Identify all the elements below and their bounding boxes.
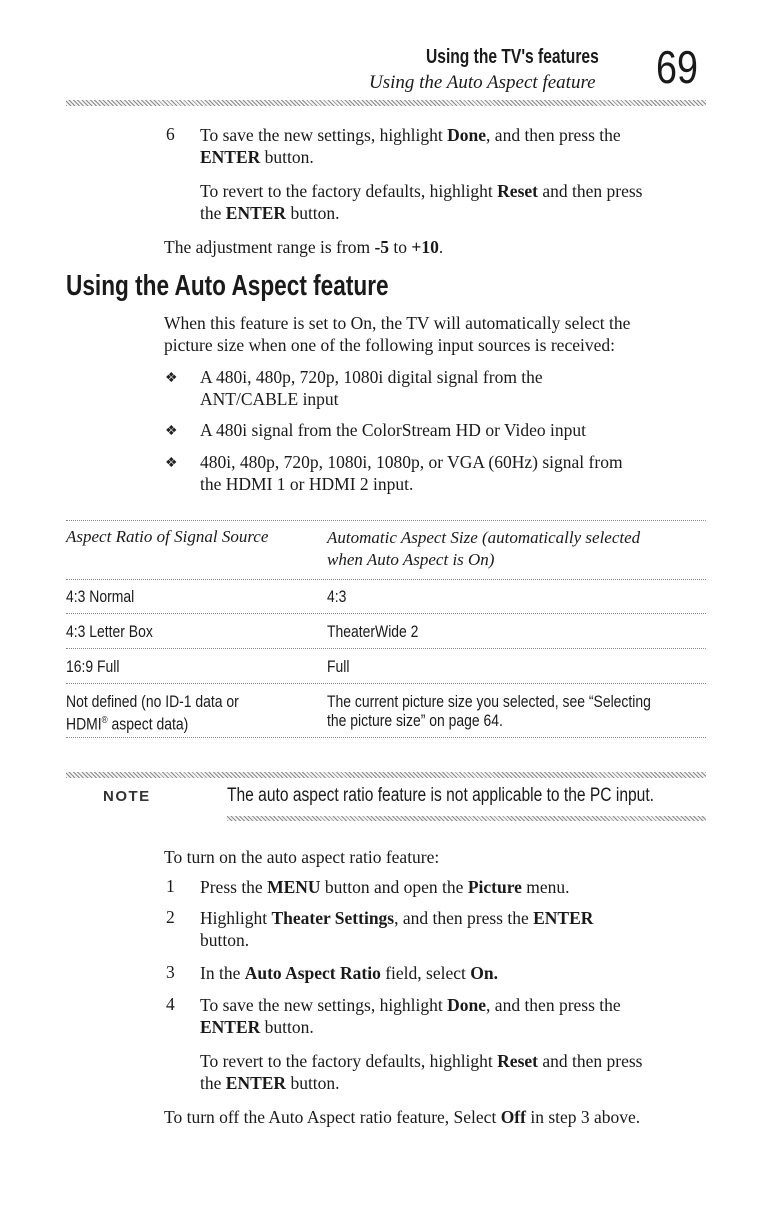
bullet-icon: ❖ [165, 371, 178, 386]
table-row-rule [66, 648, 706, 649]
revert-text: To revert to the factory defaults, highlight Reset and then press the ENTER button. [200, 181, 643, 223]
table-header-size: Automatic Aspect Size (automatically selected when Auto Aspect is On) [327, 528, 641, 569]
step-2-text: Highlight Theater Settings, and then press the ENTER button. [200, 908, 594, 950]
list-item: A 480i signal from the ColorStream HD or Video input [200, 420, 587, 440]
step-6-text: To save the new settings, highlight Done, and then press the ENTER button. [200, 125, 621, 167]
step-number: 3 [166, 962, 175, 982]
note-top-divider [66, 772, 706, 778]
table-row-rule [66, 683, 706, 684]
list-item: 480i, 480p, 720p, 1080i, 1080p, or VGA (60Hz) signal from the HDMI 1 or HDMI 2 input. [200, 452, 623, 494]
bullet-icon: ❖ [165, 456, 178, 471]
instructions-intro: To turn on the auto aspect ratio feature: [164, 847, 440, 867]
running-header-section: Using the TV's features [426, 46, 599, 68]
table-row-rule [66, 613, 706, 614]
header-divider [66, 100, 706, 106]
step-number: 6 [166, 124, 175, 144]
list-item: A 480i, 480p, 720p, 1080i digital signal from the ANT/CABLE input [200, 367, 543, 409]
table-cell-size: TheaterWide 2 [327, 622, 419, 641]
table-cell-size: The current picture size you selected, see “Selecting the picture size” on page 64. [327, 692, 651, 730]
step-3-text: In the Auto Aspect Ratio field, select On. [200, 963, 498, 983]
table-cell-size: Full [327, 657, 350, 676]
running-header-subsection: Using the Auto Aspect feature [369, 72, 596, 93]
adjustment-range: The adjustment range is from -5 to +10. [164, 237, 444, 257]
note-bottom-divider [227, 816, 706, 821]
page-number: 69 [656, 41, 698, 93]
step-number: 2 [166, 907, 175, 927]
table-cell-source: 4:3 Letter Box [66, 622, 153, 641]
table-cell-size: 4:3 [327, 587, 347, 606]
step-number: 1 [166, 876, 175, 896]
step-4-text: To save the new settings, highlight Done, and then press the ENTER button. [200, 995, 621, 1037]
step-number: 4 [166, 994, 175, 1014]
table-cell-source: 4:3 Normal [66, 587, 135, 606]
bullet-icon: ❖ [165, 424, 178, 439]
section-title: Using the Auto Aspect feature [66, 270, 389, 302]
revert-text: To revert to the factory defaults, highlight Reset and then press the ENTER button. [200, 1051, 643, 1093]
table-bottom-rule [66, 737, 706, 738]
turn-off-text: To turn off the Auto Aspect ratio feature, Select Off in step 3 above. [164, 1107, 641, 1127]
table-cell-source: 16:9 Full [66, 657, 120, 676]
step-1-text: Press the MENU button and open the Picture menu. [200, 877, 570, 897]
note-label: NOTE [103, 788, 151, 805]
note-text: The auto aspect ratio feature is not applicable to the PC input. [227, 785, 654, 806]
table-header-source: Aspect Ratio of Signal Source [66, 527, 269, 546]
table-header-rule [66, 579, 706, 580]
table-cell-source: Not defined (no ID-1 data or HDMI® aspect data) [66, 692, 239, 734]
description: When this feature is set to On, the TV will automatically select the picture size when one of the following input sources is received: [164, 313, 631, 355]
table-top-rule [66, 520, 706, 521]
